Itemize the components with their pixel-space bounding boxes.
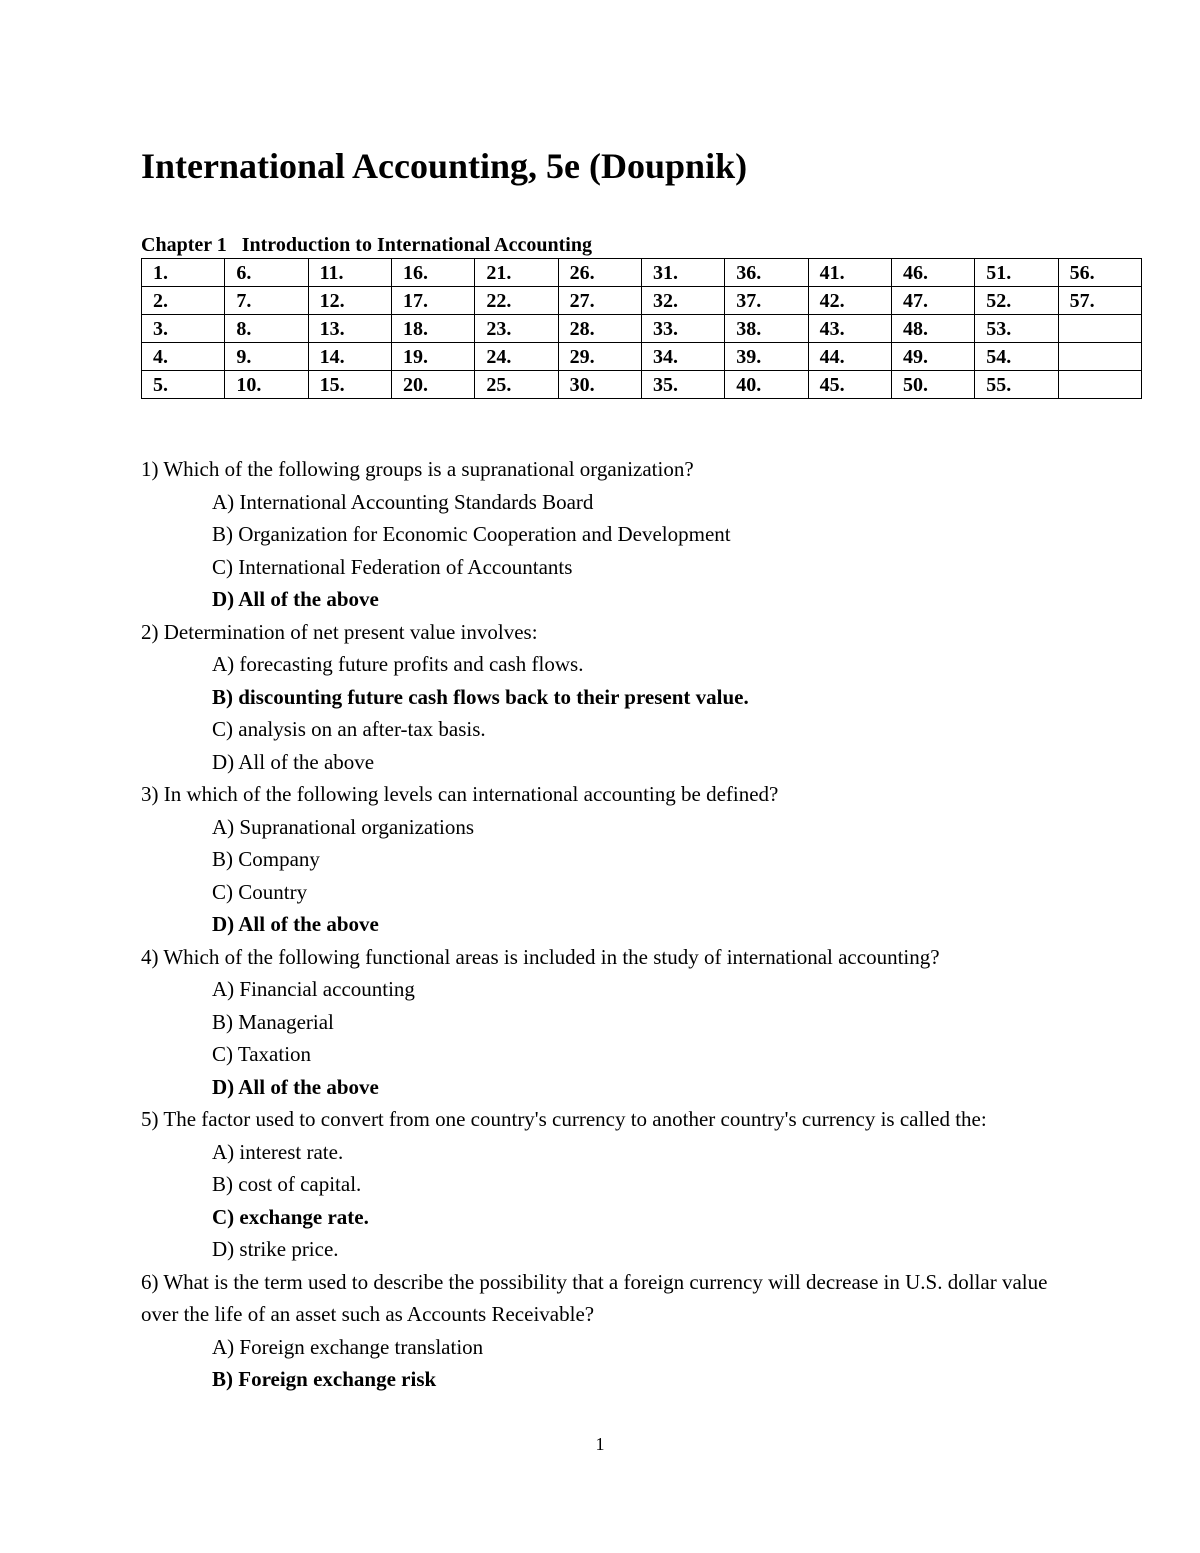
answer-grid-cell: 30. xyxy=(558,371,641,399)
answer-grid-cell: 53. xyxy=(975,315,1058,343)
answer-grid-cell: 56. xyxy=(1058,259,1141,287)
answer-grid-row xyxy=(142,259,1142,287)
answer-grid-row xyxy=(142,343,1142,371)
answer-grid-cell: 14. xyxy=(308,343,391,371)
answer-grid-cell: 18. xyxy=(391,315,474,343)
answer-grid-cell: 15. xyxy=(308,371,391,399)
answer-choice: D) strike price. xyxy=(212,1237,339,1261)
answer-grid-cell: 35. xyxy=(641,371,724,399)
answer-grid-cell: 5. xyxy=(142,371,225,399)
answer-grid-cell xyxy=(1058,315,1141,343)
answer-grid-cell xyxy=(1058,343,1141,371)
answer-grid-cell: 48. xyxy=(891,315,974,343)
answer-grid-cell: 34. xyxy=(641,343,724,371)
answer-choice: B) Organization for Economic Cooperation and Development xyxy=(212,522,731,546)
answer-grid-row xyxy=(142,315,1142,343)
answer-grid-cell: 25. xyxy=(475,371,558,399)
correct-answer-choice: C) exchange rate. xyxy=(212,1204,369,1229)
answer-grid-cell: 17. xyxy=(391,287,474,315)
answer-choice: A) Foreign exchange translation xyxy=(212,1334,484,1359)
question-item xyxy=(141,616,1081,779)
answer-choice: D) All of the above xyxy=(212,749,375,774)
question-stem: 6) What is the term used to describe the possibility that a foreign currency will decrease in U.S. dollar value over the life of an asset such as Accounts Receivable? xyxy=(141,1269,1048,1326)
answer-choice: B) cost of capital. xyxy=(212,1172,362,1196)
correct-answer-choice: D) All of the above xyxy=(212,912,379,936)
answer-grid-cell: 23. xyxy=(475,315,558,343)
question-list xyxy=(141,453,1081,1396)
answer-choice: A) forecasting future profits and cash flows. xyxy=(212,652,584,676)
answer-grid-cell: 51. xyxy=(975,259,1058,287)
answer-grid-cell: 16. xyxy=(391,259,474,287)
question-item xyxy=(141,453,1081,616)
answer-grid-cell: 49. xyxy=(891,343,974,371)
correct-answer-choice: D) All of the above xyxy=(212,1074,379,1099)
answer-choice: A) Financial accounting xyxy=(212,977,415,1001)
answer-grid-cell: 33. xyxy=(641,315,724,343)
question-stem: 4) Which of the following functional areas is included in the study of international accounting? xyxy=(141,944,940,969)
answer-choice: C) Taxation xyxy=(212,1042,312,1066)
answer-grid-cell: 12. xyxy=(308,287,391,315)
answer-grid-cell: 3. xyxy=(142,315,225,343)
question-stem: 3) In which of the following levels can international accounting be defined? xyxy=(141,782,779,806)
answer-grid-cell: 4. xyxy=(142,343,225,371)
answer-grid-cell: 10. xyxy=(225,371,308,399)
question-item xyxy=(141,1103,1081,1266)
question-stem: 1) Which of the following groups is a supranational organization? xyxy=(141,457,694,481)
question-item xyxy=(141,941,1081,1104)
answer-choice: C) Country xyxy=(212,879,308,904)
answer-grid-cell: 43. xyxy=(808,315,891,343)
answer-grid-cell: 11. xyxy=(308,259,391,287)
answer-choice: A) Supranational organizations xyxy=(212,814,475,839)
answer-grid-cell: 45. xyxy=(808,371,891,399)
answer-grid-cell: 38. xyxy=(725,315,808,343)
answer-grid-cell: 22. xyxy=(475,287,558,315)
answer-grid-cell: 27. xyxy=(558,287,641,315)
document-title: International Accounting, 5e (Doupnik) xyxy=(141,146,748,186)
answer-grid-cell: 36. xyxy=(725,259,808,287)
answer-grid-cell: 20. xyxy=(391,371,474,399)
correct-answer-choice: D) All of the above xyxy=(212,587,379,611)
question-stem: 5) The factor used to convert from one country's currency to another country's currency is called the: xyxy=(141,1107,987,1131)
answer-grid-cell: 41. xyxy=(808,259,891,287)
question-item xyxy=(141,778,1081,941)
answer-grid-cell: 28. xyxy=(558,315,641,343)
answer-grid-cell: 54. xyxy=(975,343,1058,371)
answer-grid-cell: 55. xyxy=(975,371,1058,399)
answer-choice: C) analysis on an after-tax basis. xyxy=(212,717,486,741)
answer-grid-cell: 44. xyxy=(808,343,891,371)
answer-grid-cell: 42. xyxy=(808,287,891,315)
question-stem: 2) Determination of net present value involves: xyxy=(141,619,538,644)
answer-grid-cell: 19. xyxy=(391,343,474,371)
answer-grid-row xyxy=(142,287,1142,315)
answer-grid-cell: 6. xyxy=(225,259,308,287)
answer-choice: A) International Accounting Standards Board xyxy=(212,489,594,514)
answer-grid-cell: 47. xyxy=(891,287,974,315)
answer-grid-cell: 9. xyxy=(225,343,308,371)
answer-grid-cell: 8. xyxy=(225,315,308,343)
answer-choice: C) International Federation of Accountants xyxy=(212,554,573,579)
page-number: 1 xyxy=(595,1434,605,1454)
answer-grid-cell: 40. xyxy=(725,371,808,399)
answer-grid-cell: 13. xyxy=(308,315,391,343)
correct-answer-choice: B) Foreign exchange risk xyxy=(212,1367,437,1391)
correct-answer-choice: B) discounting future cash flows back to their present value. xyxy=(212,684,749,709)
answer-grid-cell: 50. xyxy=(891,371,974,399)
answer-grid-cell: 52. xyxy=(975,287,1058,315)
answer-grid-cell: 39. xyxy=(725,343,808,371)
chapter-heading: Chapter 1 Introduction to International Accounting xyxy=(141,234,592,256)
answer-grid-cell: 46. xyxy=(891,259,974,287)
answer-grid-cell: 7. xyxy=(225,287,308,315)
answer-choice: B) Managerial xyxy=(212,1009,334,1034)
answer-grid-cell xyxy=(1058,371,1141,399)
question-item xyxy=(141,1266,1081,1396)
answer-choice: B) Company xyxy=(212,847,320,871)
answer-grid-cell: 2. xyxy=(142,287,225,315)
answer-grid-cell: 21. xyxy=(475,259,558,287)
answer-grid-cell: 26. xyxy=(558,259,641,287)
answer-grid-body xyxy=(142,259,1142,399)
answer-grid-cell: 37. xyxy=(725,287,808,315)
answer-grid xyxy=(141,258,1142,399)
answer-grid-row xyxy=(142,371,1142,399)
answer-grid-cell: 31. xyxy=(641,259,724,287)
answer-grid-cell: 57. xyxy=(1058,287,1141,315)
answer-grid-cell: 1. xyxy=(142,259,225,287)
answer-grid-cell: 24. xyxy=(475,343,558,371)
answer-grid-cell: 32. xyxy=(641,287,724,315)
answer-choice: A) interest rate. xyxy=(212,1139,344,1164)
answer-grid-cell: 29. xyxy=(558,343,641,371)
